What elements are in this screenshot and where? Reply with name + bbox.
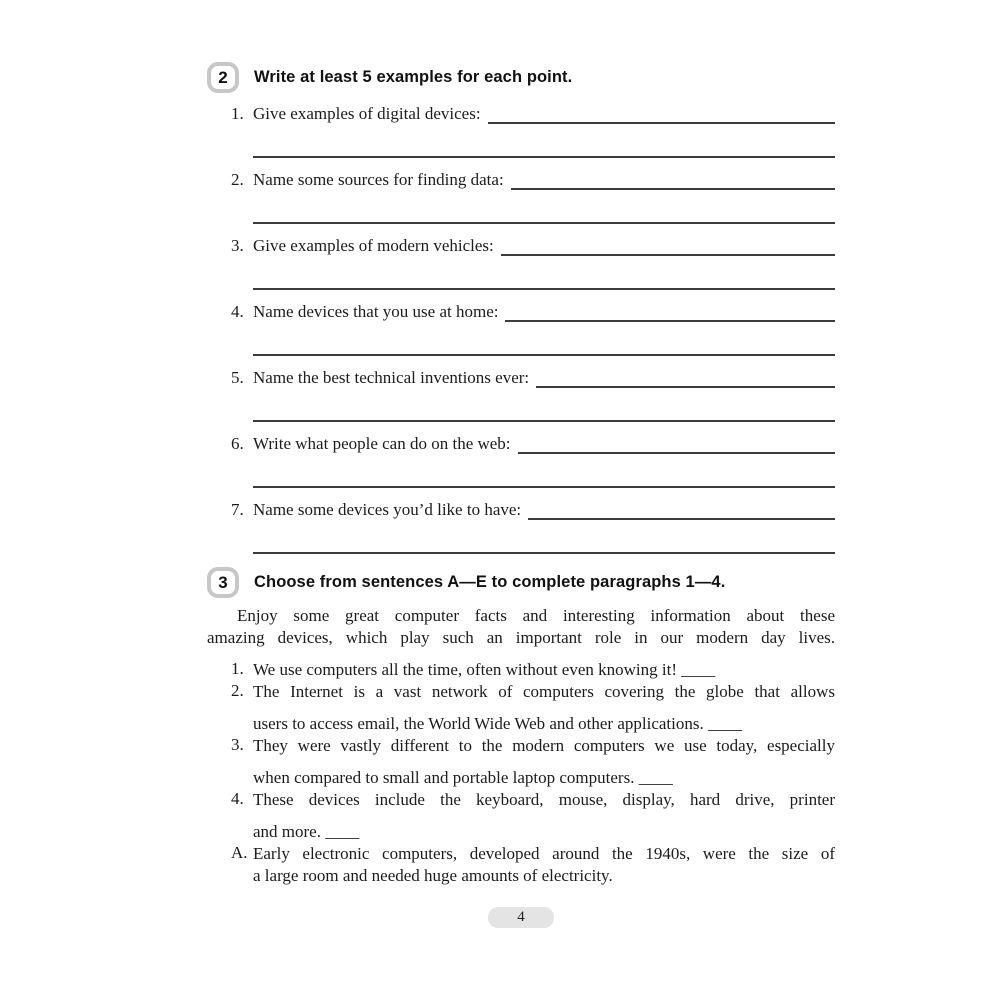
fill-in-prompt-row bbox=[231, 497, 835, 523]
fill-in-prompt-row bbox=[231, 299, 835, 325]
text-line: The Internet is a vast network of computers covering the globe that allows bbox=[253, 682, 835, 701]
item-text bbox=[253, 735, 835, 789]
fill-in-item bbox=[207, 497, 835, 554]
answer-blank-line bbox=[253, 552, 835, 554]
answer-blank-line bbox=[253, 486, 835, 488]
page-number: 4 bbox=[517, 909, 525, 925]
item-number: 1. bbox=[231, 104, 244, 123]
fill-in-prompt-row bbox=[231, 233, 835, 259]
exercise-3-intro-paragraph bbox=[207, 605, 835, 649]
fill-in-item bbox=[207, 299, 835, 356]
fill-in-item bbox=[207, 431, 835, 488]
sentence-item bbox=[207, 735, 835, 789]
item-text bbox=[253, 681, 835, 735]
text-line: Early electronic computers, developed around the 1940s, were the size of bbox=[253, 844, 835, 863]
exercise-3 bbox=[207, 567, 835, 887]
text-line: These devices include the keyboard, mouse, display, hard drive, printer bbox=[253, 790, 835, 809]
page-content bbox=[207, 62, 835, 887]
answer-blank-line bbox=[505, 299, 835, 322]
item-prompt: Name some devices you’d like to have: bbox=[253, 500, 522, 519]
item-number: 6. bbox=[231, 434, 244, 453]
exercise-3-answer-options bbox=[207, 843, 835, 887]
answer-blank-line bbox=[488, 101, 835, 124]
answer-blank-line bbox=[528, 497, 835, 520]
text-line: We use computers all the time, often without even knowing it! ____ bbox=[253, 660, 716, 679]
answer-blank-line bbox=[536, 365, 835, 388]
item-number: A. bbox=[231, 843, 248, 862]
item-prompt: Name the best technical inventions ever: bbox=[253, 368, 530, 387]
item-text bbox=[253, 789, 835, 843]
text-line: They were vastly different to the modern computers we use today, especially bbox=[253, 736, 835, 755]
exercise-2-header bbox=[207, 62, 835, 93]
text-line: users to access email, the World Wide Web and other applications. ____ bbox=[253, 714, 742, 733]
sentence-item bbox=[207, 843, 835, 887]
item-number: 4. bbox=[231, 302, 244, 321]
fill-in-prompt-row bbox=[231, 101, 835, 127]
fill-in-prompt-row bbox=[231, 167, 835, 193]
sentence-item bbox=[207, 789, 835, 843]
page-number-badge bbox=[488, 907, 554, 928]
answer-blank-line bbox=[511, 167, 835, 190]
answer-blank-line bbox=[253, 288, 835, 290]
answer-blank-line bbox=[253, 222, 835, 224]
fill-in-prompt-row bbox=[231, 431, 835, 457]
item-number: 3. bbox=[231, 735, 244, 754]
exercise-3-title: Choose from sentences A—E to complete paragraphs 1—4. bbox=[254, 573, 726, 591]
exercise-2-number-badge: 2 bbox=[207, 62, 239, 93]
fill-in-item bbox=[207, 167, 835, 224]
item-number: 5. bbox=[231, 368, 244, 387]
exercise-3-number-badge: 3 bbox=[207, 567, 239, 598]
item-text bbox=[253, 843, 835, 887]
item-number: 2. bbox=[231, 681, 244, 700]
answer-blank-line bbox=[253, 420, 835, 422]
answer-blank-line bbox=[253, 156, 835, 158]
fill-in-item bbox=[207, 101, 835, 158]
item-number: 4. bbox=[231, 789, 244, 808]
exercise-3-numbered-items bbox=[207, 659, 835, 843]
sentence-item bbox=[207, 681, 835, 735]
item-prompt: Give examples of digital devices: bbox=[253, 104, 481, 123]
intro-line: Enjoy some great computer facts and interesting information about these bbox=[237, 606, 835, 625]
text-line: when compared to small and portable laptop computers. ____ bbox=[253, 768, 673, 787]
text-line: a large room and needed huge amounts of electricity. bbox=[253, 866, 613, 885]
item-number: 2. bbox=[231, 170, 244, 189]
item-prompt: Write what people can do on the web: bbox=[253, 434, 511, 453]
item-number: 1. bbox=[231, 659, 244, 678]
exercise-2 bbox=[207, 62, 835, 554]
fill-in-item bbox=[207, 233, 835, 290]
answer-blank-line bbox=[518, 431, 835, 454]
sentence-item bbox=[207, 659, 835, 681]
exercise-2-items bbox=[207, 101, 835, 554]
item-prompt: Give examples of modern vehicles: bbox=[253, 236, 494, 255]
item-text bbox=[253, 659, 835, 681]
exercise-2-title: Write at least 5 examples for each point. bbox=[254, 68, 573, 86]
fill-in-item bbox=[207, 365, 835, 422]
item-prompt: Name devices that you use at home: bbox=[253, 302, 499, 321]
item-number: 7. bbox=[231, 500, 244, 519]
item-number: 3. bbox=[231, 236, 244, 255]
fill-in-prompt-row bbox=[231, 365, 835, 391]
answer-blank-line bbox=[501, 233, 835, 256]
item-prompt: Name some sources for finding data: bbox=[253, 170, 504, 189]
answer-blank-line bbox=[253, 354, 835, 356]
intro-line: amazing devices, which play such an important role in our modern day lives. bbox=[207, 628, 835, 647]
exercise-3-header bbox=[207, 567, 835, 598]
text-line: and more. ____ bbox=[253, 822, 360, 841]
